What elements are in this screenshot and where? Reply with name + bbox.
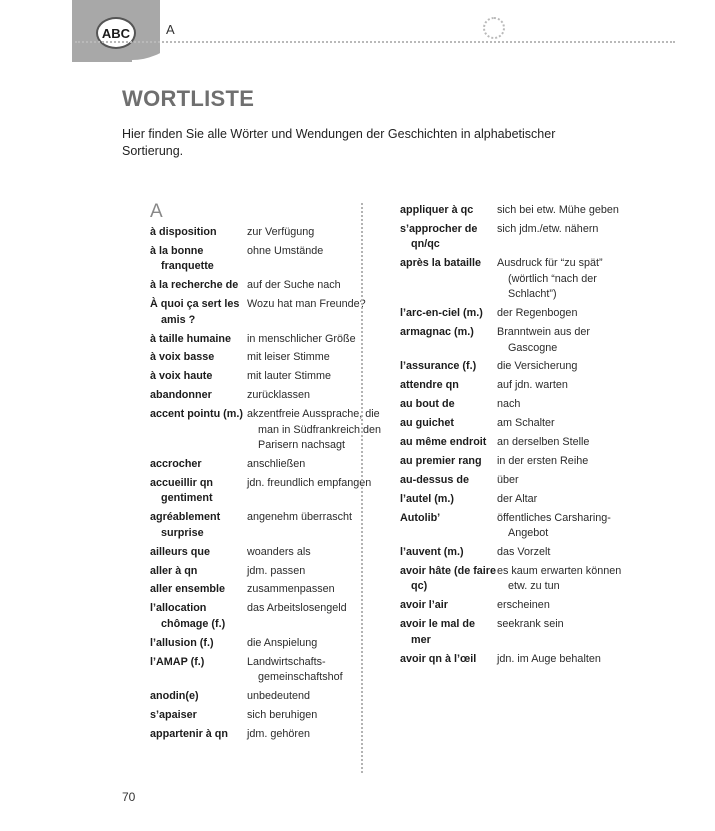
entry-translation: nach <box>497 398 521 411</box>
word-entry <box>400 652 638 668</box>
entry-translation: mit lauter Stimme <box>247 370 331 383</box>
entry-term: à disposition <box>150 226 217 238</box>
entry-translation: das Vorzelt <box>497 545 551 558</box>
word-entry <box>150 689 388 705</box>
entry-term: au guichet <box>400 417 454 430</box>
entry-term: s’approcher de qn/qc <box>400 222 478 251</box>
section-letter: A <box>166 22 175 37</box>
entry-term: l’autel (m.) <box>400 492 454 505</box>
word-entry <box>150 350 388 366</box>
word-entry <box>150 278 388 294</box>
entry-term: avoir qn à l’œil <box>400 652 477 665</box>
word-entry <box>400 203 638 219</box>
entry-translation: jdn. im Auge behalten <box>497 652 601 665</box>
entry-translation: angenehm überrascht <box>247 511 353 524</box>
entry-term: avoir hâte (de faire qc) <box>400 564 497 593</box>
word-entry <box>150 457 388 473</box>
entry-term: aller ensemble <box>150 583 226 596</box>
entry-term: Autolib’ <box>400 511 441 524</box>
word-entry <box>150 332 388 348</box>
word-entry <box>150 244 388 275</box>
entry-translation: in der ersten Reihe <box>497 454 589 467</box>
word-list-left <box>150 225 388 746</box>
entry-translation: an derselben Stelle <box>497 436 590 449</box>
entry-term: appliquer à qc <box>400 204 474 216</box>
entry-term: à taille humaine <box>150 332 232 345</box>
entry-translation: öffentliches Carsharing-Angebot <box>497 511 611 540</box>
entry-translation: in menschlicher Größe <box>247 332 356 345</box>
word-entry <box>400 598 638 614</box>
word-entry <box>400 511 638 542</box>
column-divider <box>361 203 363 773</box>
entry-translation: es kaum erwarten können etw. zu tun <box>497 564 622 593</box>
entry-term: avoir le mal de mer <box>400 618 476 646</box>
entry-term: ailleurs que <box>150 545 211 558</box>
word-entry <box>400 378 638 394</box>
entry-translation: auf jdn. warten <box>497 379 568 392</box>
word-entry <box>150 655 388 686</box>
entry-translation: jdn. freundlich empfangen <box>247 476 372 489</box>
entry-translation: zur Verfügung <box>247 226 315 238</box>
entry-translation: die Anspielung <box>247 636 318 649</box>
word-entry <box>400 256 638 303</box>
word-list-right <box>400 203 638 670</box>
word-entry <box>400 492 638 508</box>
entry-term: armagnac (m.) <box>400 326 474 339</box>
entry-translation: ohne Umstände <box>247 244 324 257</box>
word-entry <box>400 545 638 561</box>
entry-translation: der Regenbogen <box>497 307 578 320</box>
entry-translation: auf der Suche nach <box>247 279 341 292</box>
entry-translation: mit leiser Stimme <box>247 351 330 364</box>
entry-term: après la bataille <box>400 257 482 270</box>
entry-term: attendre qn <box>400 379 459 392</box>
abc-badge: ABC <box>96 17 136 49</box>
word-entry <box>150 388 388 404</box>
entry-term: avoir l’air <box>400 599 449 612</box>
entry-translation: Ausdruck für “zu spät” (wörtlich “nach der Schlacht”) <box>497 257 603 301</box>
word-entry <box>400 359 638 375</box>
entry-translation: am Schalter <box>497 417 555 430</box>
word-entry <box>150 545 388 561</box>
entry-translation: sich jdm./etw. nähern <box>497 222 599 235</box>
entry-translation: über <box>497 473 519 486</box>
intro-text: Hier finden Sie alle Wörter und Wendungen der Geschichten in alphabetischer Sortierung. <box>122 127 556 158</box>
word-entry <box>400 222 638 253</box>
word-entry <box>150 407 388 454</box>
entry-translation: sich bei etw. Mühe geben <box>497 204 619 216</box>
entry-term: au-dessus de <box>400 473 470 486</box>
entry-term: l’AMAP (f.) <box>150 655 205 668</box>
entry-term: abandonner <box>150 389 212 402</box>
entry-term: accent pointu (m.) <box>150 408 243 421</box>
entry-term: à la bonne franquette <box>150 244 214 273</box>
word-entry <box>150 369 388 385</box>
entry-term: s’apaiser <box>150 708 197 721</box>
entry-translation: Landwirtschaftsgemeinschaftshof <box>247 655 343 684</box>
word-entry <box>400 435 638 451</box>
entry-translation: zusammenpassen <box>247 583 335 596</box>
word-entry <box>150 476 388 507</box>
entry-translation: Wozu hat man Freunde? <box>247 298 366 311</box>
entry-term: appartenir à qn <box>150 727 228 740</box>
word-entry <box>150 297 388 328</box>
page-number: 70 <box>122 790 136 804</box>
word-entry <box>400 564 638 595</box>
entry-term: à la recherche de <box>150 279 239 292</box>
entry-term: l’allocation chômage (f.) <box>150 602 226 630</box>
entry-term: À quoi ça sert les amis ? <box>150 298 240 326</box>
page-title: WORTLISTE <box>122 86 255 111</box>
letter-heading: A <box>150 201 163 222</box>
entry-term: anodin(e) <box>150 690 199 703</box>
entry-translation: unbedeutend <box>247 690 311 703</box>
entry-translation: jdm. gehören <box>247 727 311 740</box>
word-entry <box>400 325 638 356</box>
entry-translation: zurücklassen <box>247 389 311 402</box>
word-entry <box>150 601 388 632</box>
word-entry <box>400 454 638 470</box>
entry-term: l’arc-en-ciel (m.) <box>400 307 483 320</box>
entry-translation: erscheinen <box>497 599 550 612</box>
entry-term: l’assurance (f.) <box>400 360 477 373</box>
entry-term: au même endroit <box>400 436 487 449</box>
word-entry <box>400 416 638 432</box>
word-entry <box>150 636 388 652</box>
word-entry <box>150 727 388 743</box>
entry-translation: die Versicherung <box>497 360 578 373</box>
entry-translation: das Arbeitslosengeld <box>247 602 347 615</box>
corner-tab <box>0 0 160 62</box>
word-entry <box>150 708 388 724</box>
word-entry <box>150 582 388 598</box>
entry-translation: der Altar <box>497 492 538 505</box>
entry-term: accueillir qn gentiment <box>150 476 214 505</box>
entry-term: l’allusion (f.) <box>150 636 214 649</box>
entry-term: aller à qn <box>150 564 198 577</box>
entry-term: au premier rang <box>400 454 482 467</box>
entry-translation: sich beruhigen <box>247 708 318 721</box>
entry-translation: Branntwein aus der Gascogne <box>497 326 591 354</box>
entry-translation: woanders als <box>247 545 311 558</box>
entry-translation: anschließen <box>247 458 306 471</box>
word-entry <box>150 510 388 541</box>
entry-term: au bout de <box>400 398 455 411</box>
word-entry <box>400 617 638 648</box>
entry-translation: akzentfreie Aussprache, die man in Südfrankreich den Parisern nachsagt <box>247 408 382 452</box>
entry-term: à voix basse <box>150 351 215 364</box>
word-entry <box>400 397 638 413</box>
dotted-header-rule <box>75 41 675 43</box>
word-entry <box>150 225 388 241</box>
entry-term: agréablement surprise <box>150 511 221 539</box>
entry-term: l’auvent (m.) <box>400 545 464 558</box>
entry-term: à voix haute <box>150 370 213 383</box>
entry-translation: seekrank sein <box>497 618 564 631</box>
dotted-circle-icon <box>483 17 505 39</box>
entry-term: accrocher <box>150 458 202 471</box>
word-entry <box>400 473 638 489</box>
entry-translation: jdm. passen <box>247 564 306 577</box>
word-entry <box>400 306 638 322</box>
word-entry <box>150 564 388 580</box>
